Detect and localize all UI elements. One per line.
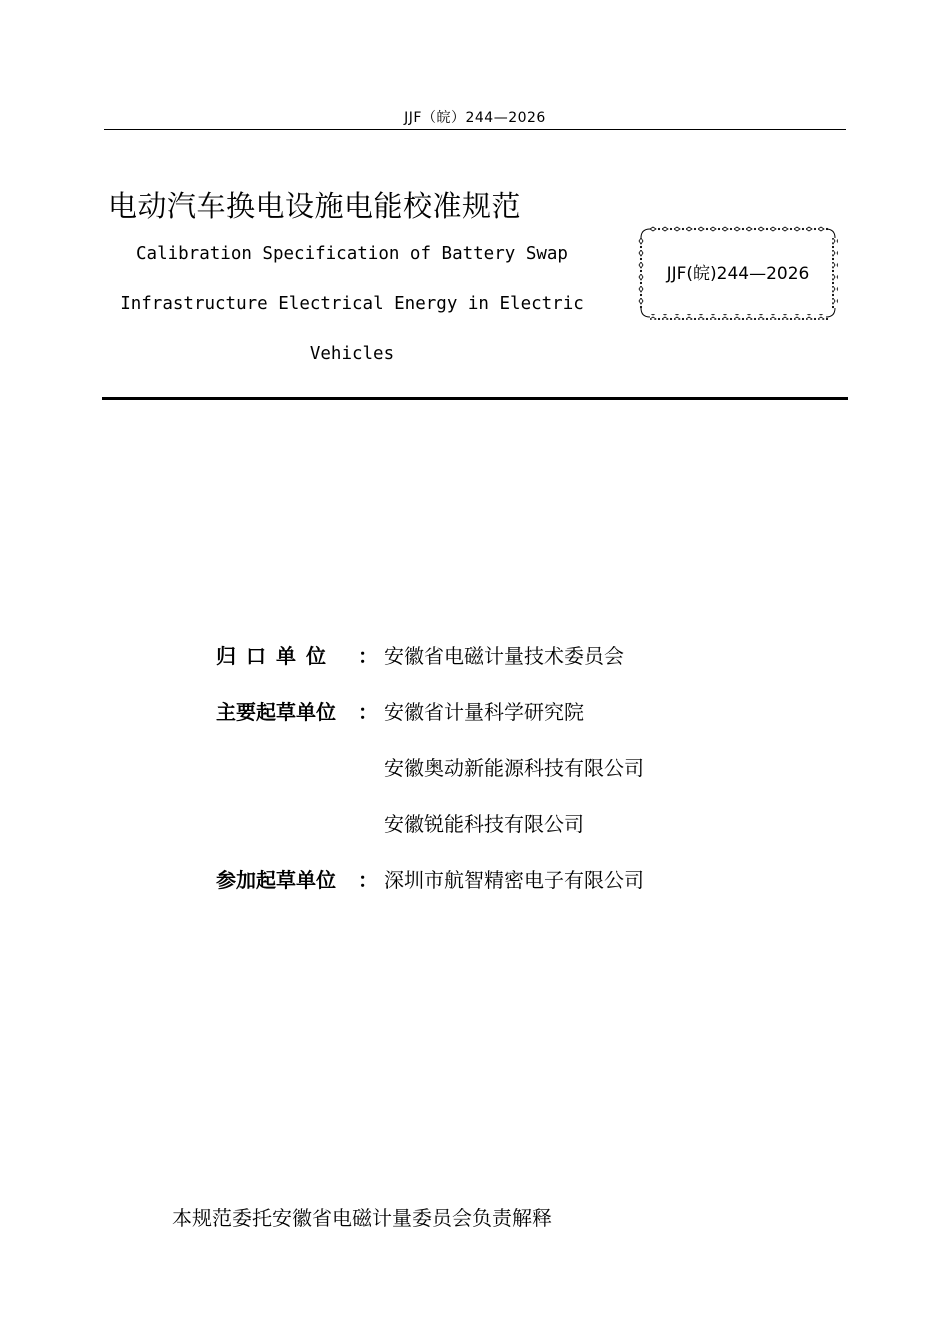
unit-colon: ： xyxy=(358,868,378,892)
unit-colon: ： xyxy=(358,700,378,724)
unit-value: 安徽省计量科学研究院 xyxy=(384,700,584,724)
unit-value: 安徽省电磁计量技术委员会 xyxy=(384,644,624,668)
title-english xyxy=(104,229,600,379)
footer-interpretation-note: 本规范委托安徽省电磁计量委员会负责解释 xyxy=(172,1206,552,1230)
code-box xyxy=(638,226,838,320)
unit-value: 深圳市航智精密电子有限公司 xyxy=(384,868,644,892)
unit-value: 安徽奥动新能源科技有限公司 xyxy=(384,756,644,780)
unit-label: 参加起草单位 xyxy=(216,868,336,892)
header-rule xyxy=(104,129,846,130)
title-chinese: 电动汽车换电设施电能校准规范 xyxy=(108,189,522,223)
title-english-line: Calibration Specification of Battery Swap xyxy=(136,244,568,264)
unit-colon: ： xyxy=(358,644,378,668)
title-english-line: Infrastructure Electrical Energy in Electric xyxy=(120,294,584,314)
unit-value: 安徽锐能科技有限公司 xyxy=(384,812,584,836)
title-english-line: Vehicles xyxy=(309,344,395,364)
title-separator-rule xyxy=(102,397,848,400)
code-box-text: JJF(皖)244—2026 xyxy=(666,264,810,284)
unit-label: 归口单位 xyxy=(216,644,336,668)
unit-label: 主要起草单位 xyxy=(216,700,336,724)
header-document-code: JJF（皖）244—2026 xyxy=(404,110,546,126)
